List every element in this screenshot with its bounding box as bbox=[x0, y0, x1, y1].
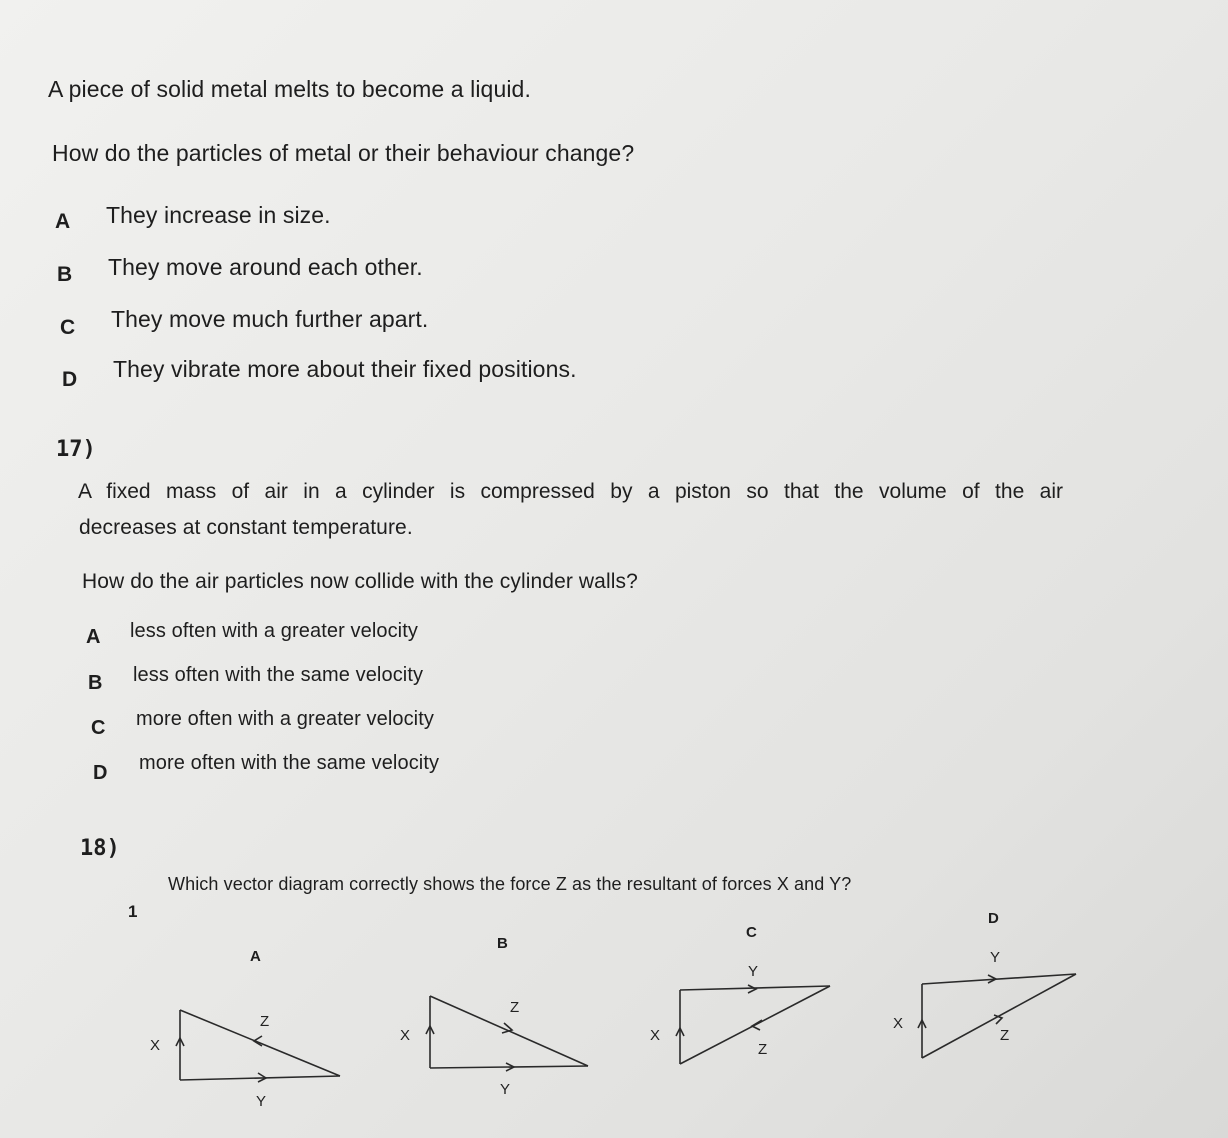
option-letter: A bbox=[55, 210, 71, 233]
option-letter: A bbox=[86, 626, 101, 648]
option-letter: C bbox=[60, 316, 76, 339]
diagram-a-z-label: Z bbox=[260, 1013, 270, 1030]
q17-stem-line2: decreases at constant temperature. bbox=[79, 516, 413, 539]
diagram-b-triangle bbox=[426, 996, 588, 1071]
option-text: They vibrate more about their fixed positions. bbox=[113, 356, 577, 382]
diagram-d-z-label: Z bbox=[1000, 1027, 1010, 1044]
option-letter: C bbox=[91, 717, 106, 739]
q18-sub-number: 1 bbox=[128, 902, 138, 921]
diagram-c-letter: C bbox=[746, 924, 757, 941]
q17-stem-line1: A fixed mass of air in a cylinder is compressed by a piston so that the volume of the air bbox=[78, 480, 1063, 503]
option-text: less often with a greater velocity bbox=[130, 620, 418, 642]
q16-question: How do the particles of metal or their behaviour change? bbox=[52, 140, 635, 166]
option-letter: B bbox=[88, 672, 103, 694]
q17-number: 17) bbox=[56, 437, 96, 462]
option-text: They move much further apart. bbox=[111, 306, 429, 332]
diagram-c-triangle bbox=[676, 985, 830, 1064]
diagram-d-x-label: X bbox=[893, 1015, 904, 1032]
diagram-c-x-label: X bbox=[650, 1027, 661, 1044]
option-text: less often with the same velocity bbox=[133, 664, 424, 686]
diagram-b-y-label: Y bbox=[500, 1081, 511, 1098]
diagram-b-z-label: Z bbox=[510, 999, 520, 1016]
q17-question: How do the air particles now collide with the cylinder walls? bbox=[82, 570, 638, 593]
option-text: They move around each other. bbox=[108, 254, 423, 280]
diagram-c-y-label: Y bbox=[748, 963, 759, 980]
option-text: more often with a greater velocity bbox=[136, 708, 434, 730]
diagram-a-x-label: X bbox=[150, 1037, 161, 1054]
diagram-b-x-label: X bbox=[400, 1027, 411, 1044]
diagram-c-z-label: Z bbox=[758, 1041, 768, 1058]
q16-stem: A piece of solid metal melts to become a liquid. bbox=[48, 76, 531, 102]
diagram-b-letter: B bbox=[497, 935, 508, 952]
diagram-d-letter: D bbox=[988, 910, 999, 927]
q18-question: Which vector diagram correctly shows the force Z as the resultant of forces X and Y? bbox=[168, 874, 852, 894]
option-letter: B bbox=[57, 263, 73, 286]
option-letter: D bbox=[62, 368, 78, 391]
diagram-a-triangle bbox=[176, 1010, 340, 1082]
option-letter: D bbox=[93, 762, 108, 784]
diagram-a-letter: A bbox=[250, 948, 261, 965]
diagram-d-y-label: Y bbox=[990, 949, 1001, 966]
option-text: more often with the same velocity bbox=[139, 752, 440, 774]
diagram-a-y-label: Y bbox=[256, 1093, 267, 1110]
option-text: They increase in size. bbox=[106, 202, 331, 228]
diagram-d-triangle bbox=[918, 974, 1076, 1058]
q18-number: 18) bbox=[80, 836, 120, 861]
